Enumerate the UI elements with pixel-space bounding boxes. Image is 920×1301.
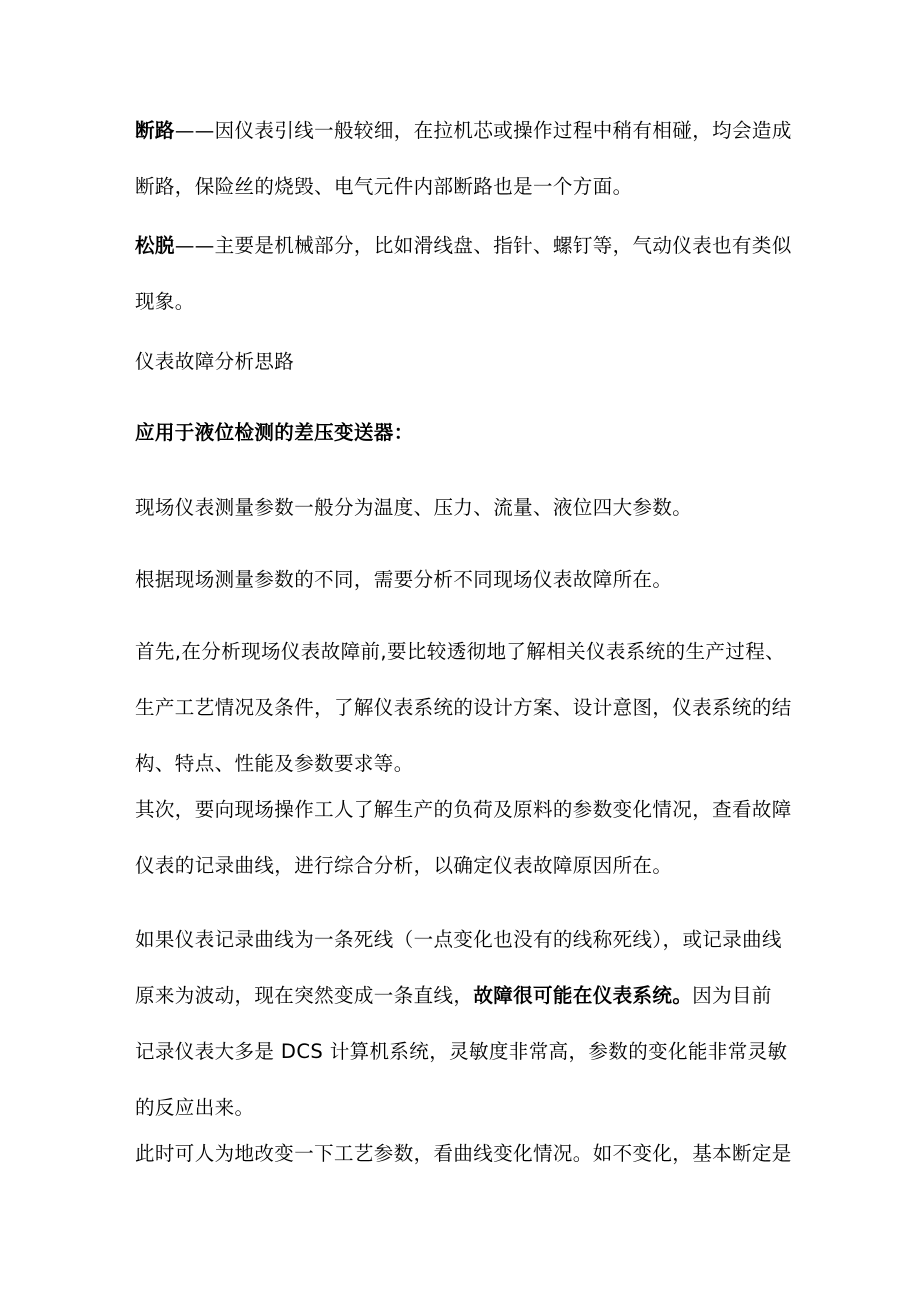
body-text: 现象。: [135, 290, 195, 313]
text-line: [135, 782, 795, 838]
body-text: 如果仪表记录曲线为一条死线（一点变化也没有的线称死线），或记录曲线: [135, 928, 782, 951]
text-line: [135, 838, 795, 894]
paragraph-p5: [135, 912, 795, 1136]
body-text: 首先,在分析现场仪表故障前,要比较透彻地了解相关仪表系统的生产过程、: [135, 640, 785, 663]
text-line: [135, 624, 795, 680]
text-line: [135, 552, 795, 608]
paragraph-p2: [135, 552, 795, 608]
paragraph-p4: [135, 782, 795, 894]
body-text: 的反应出来。: [135, 1096, 255, 1119]
body-text: 其次，要向现场操作工人了解生产的负荷及原料的参数变化情况，查看故障: [135, 798, 792, 821]
bold-text: 应用于液位检测的差压变送器：: [135, 421, 414, 444]
body-text: 仪表的记录曲线，进行综合分析，以确定仪表故障原因所在。: [135, 854, 673, 877]
body-text: 记录仪表大多是 DCS 计算机系统，灵敏度非常高，参数的变化能非常灵敏: [135, 1040, 788, 1063]
paragraph-heading1: [135, 334, 795, 390]
body-text: 此时可人为地改变一下工艺参数，看曲线变化情况。如不变化，基本断定是: [135, 1142, 792, 1165]
paragraph-p1: [135, 480, 795, 536]
text-line: [135, 103, 795, 159]
text-line: [135, 218, 795, 274]
paragraph-p6: [135, 1126, 795, 1182]
paragraph-heading2: [135, 405, 795, 461]
text-line: [135, 334, 795, 390]
text-line: [135, 159, 795, 215]
paragraph-songtuo: [135, 218, 795, 330]
bold-text: 故障很可能在仪表系统。: [473, 984, 693, 1007]
body-text: ——主要是机械部分，比如滑线盘、指针、螺钉等，气动仪表也有类似: [174, 234, 792, 257]
text-line: [135, 480, 795, 536]
body-text: 生产工艺情况及条件，了解仪表系统的设计方案、设计意图，仪表系统的结: [135, 696, 792, 719]
body-text: 断路，保险丝的烧毁、电气元件内部断路也是一个方面。: [135, 175, 633, 198]
body-text: ——因仪表引线一般较细，在拉机芯或操作过程中稍有相碰，均会造成: [174, 119, 792, 142]
text-line: [135, 968, 795, 1024]
text-line: [135, 405, 795, 461]
text-line: [135, 912, 795, 968]
text-line: [135, 1126, 795, 1182]
paragraph-p3: [135, 624, 795, 792]
paragraph-duanlu: [135, 103, 795, 215]
body-text: 现场仪表测量参数一般分为温度、压力、流量、液位四大参数。: [135, 496, 693, 519]
text-line: [135, 274, 795, 330]
bold-text: 松脱: [135, 234, 175, 257]
body-text: 原来为波动，现在突然变成一条直线，: [135, 984, 474, 1007]
body-text: 根据现场测量参数的不同，需要分析不同现场仪表故障所在。: [135, 568, 673, 591]
body-text: 因为目前: [692, 984, 772, 1007]
text-line: [135, 680, 795, 736]
body-text: 仪表故障分析思路: [135, 350, 295, 373]
body-text: 构、特点、性能及参数要求等。: [135, 752, 414, 775]
bold-text: 断路: [135, 119, 175, 142]
text-line: [135, 1024, 795, 1080]
